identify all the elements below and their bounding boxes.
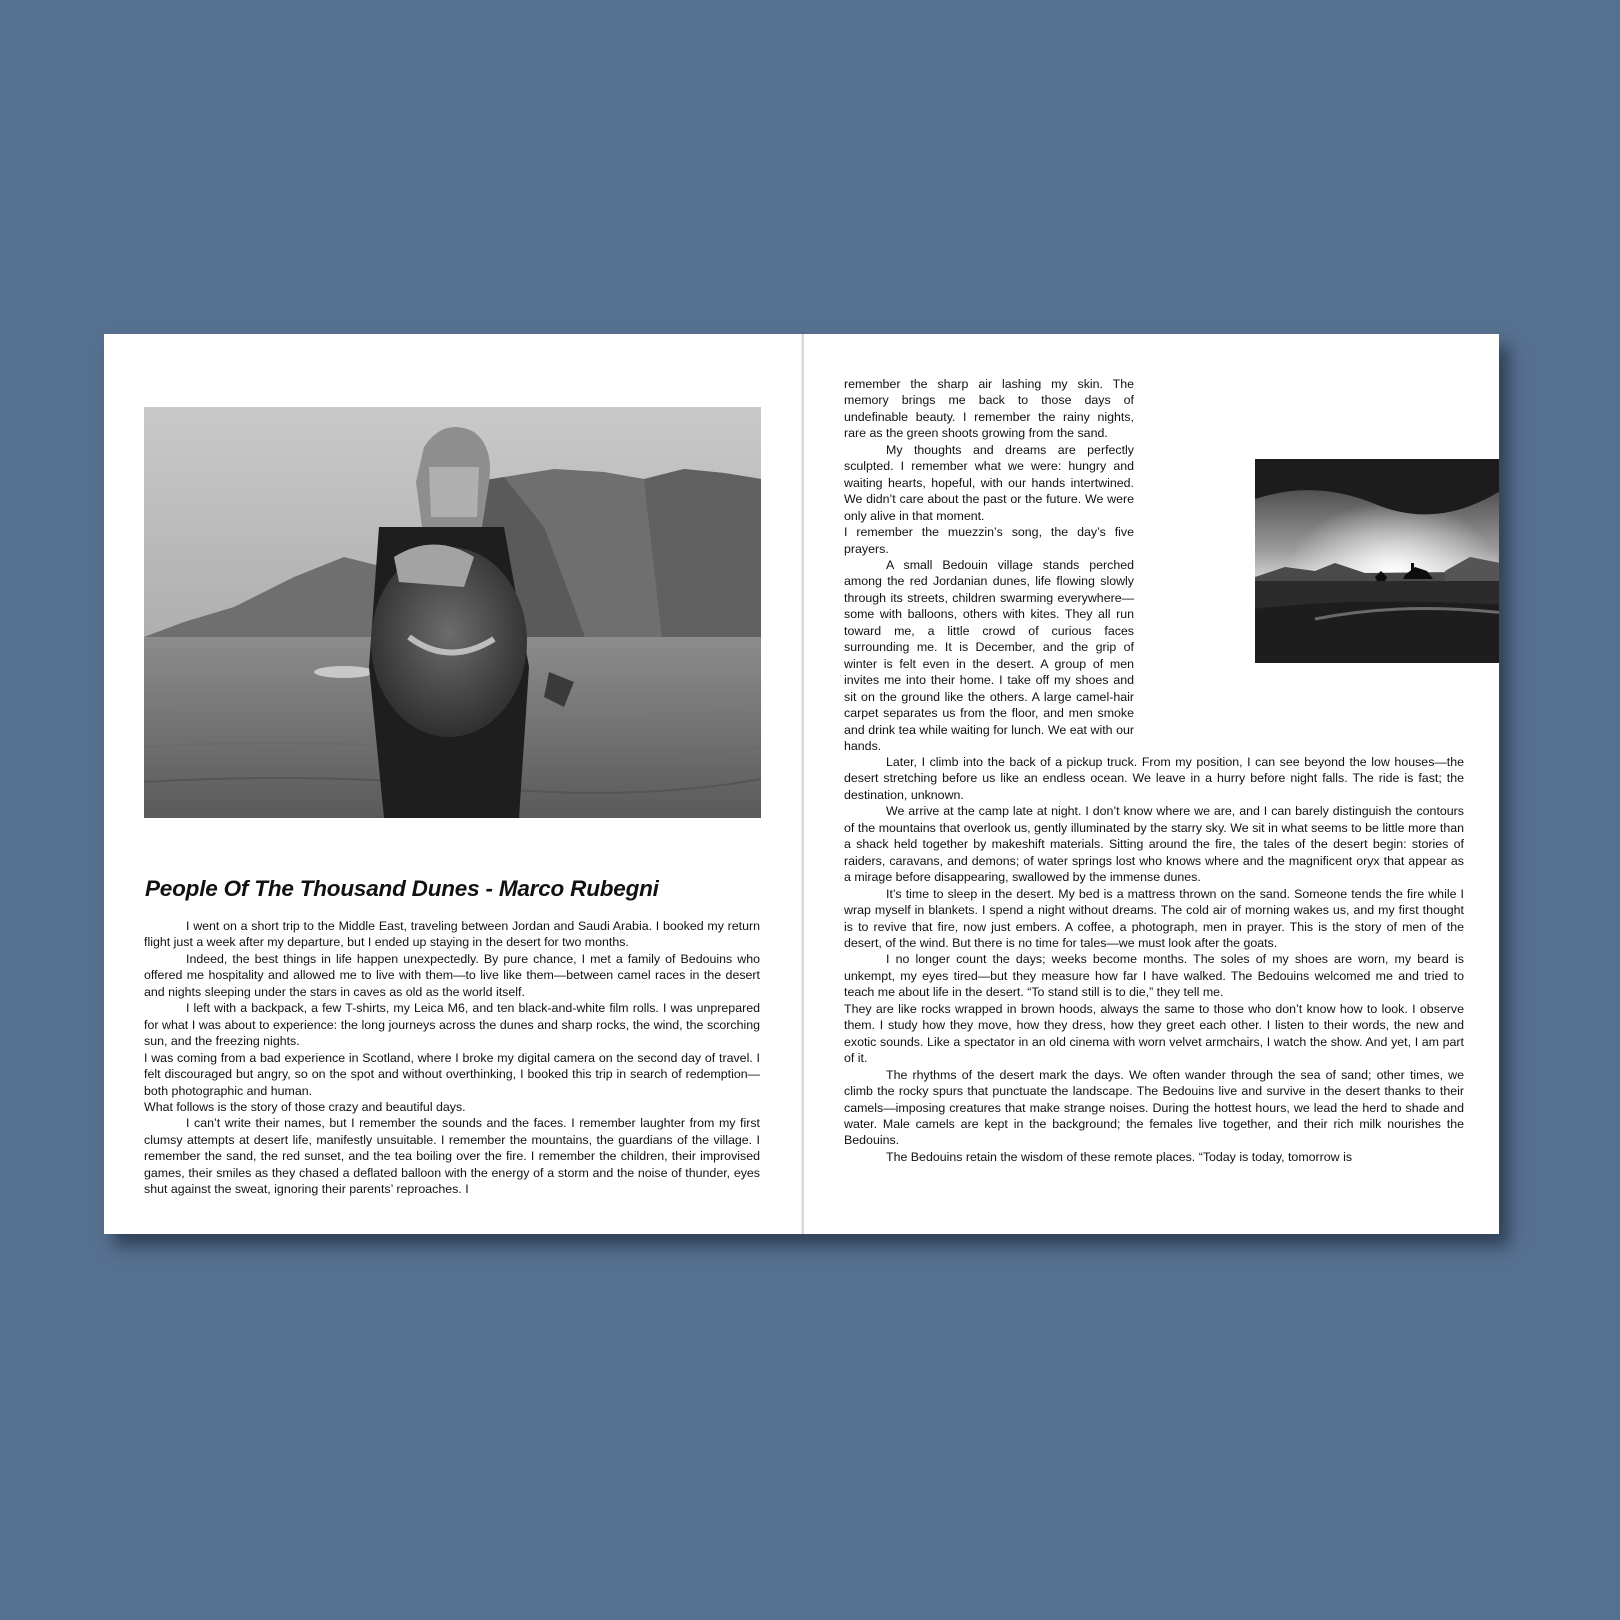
paragraph: The rhythms of the desert mark the days. We often wander through the sea of sand; other times, we climb the rocky spurs that punctuate the landscape. The Bedouins live and survive in the desert thanks to their camels—imposing creatures that make strange noises. During the hottest hours, we lead the herd to shade and water. Male camels are kept in the background; the females live together, and their rich milk nourishes the Bedouins.	[844, 1067, 1464, 1148]
article-title: People Of The Thousand Dunes - Marco Rubegni	[145, 876, 659, 901]
paragraph: The Bedouins retain the wisdom of these remote places. “Today is today, tomorrow is	[886, 1149, 1353, 1164]
paragraph: They are like rocks wrapped in brown hoods, always the same to those who don’t know how to look. I observe them. I study how they move, how they dress, how they greet each other. I listen to their words, the new and exotic sounds. Like a spectator in an old cinema with worn velvet armchairs, I watch the show. And yet, I am part of it.	[844, 1001, 1464, 1066]
photo-desert-sunset-camels	[1255, 459, 1499, 663]
paragraph: My thoughts and dreams are perfectly sculpted. I remember what we were: hungry and waiting hearts, hopeful, with our hands intertwined. We didn’t care about the past or the future. We were only alive in that moment.	[844, 442, 1134, 523]
paragraph: I went on a short trip to the Middle East, traveling between Jordan and Saudi Arabia. I booked my return flight just a week after my departure, but I ended up staying in the desert for two months.	[144, 919, 760, 950]
paragraph: I was coming from a bad experience in Scotland, where I broke my digital camera on the second day of travel. I felt discouraged but angry, so on the spot and without overthinking, I booked this trip in search of redemption—both photographic and human.	[144, 1050, 760, 1098]
paragraph: It’s time to sleep in the desert. My bed is a mattress thrown on the sand. Someone tends the fire while I wrap myself in blankets. I spend a night without dreams. The cold air of morning wakes us, and my first thought is to revive that fire, now just embers. A coffee, a photograph, men in prayer. This is the story of men of the desert, of the wind. But there is no time for tales—we must look after the goats.	[844, 886, 1464, 950]
paragraph: I no longer count the days; weeks become months. The soles of my shoes are worn, my beard is unkempt, my eyes tired—but they measure how far I have walked. The Bedouins welcomed me and tried to teach me about life in the desert. “To stand still is to die,” they tell me.	[844, 952, 1464, 1000]
left-page	[104, 334, 802, 1234]
right-wide-text	[844, 754, 1464, 1184]
photo-bedouin-holding-goat	[144, 407, 761, 818]
magazine-spread	[104, 334, 1499, 1234]
paragraph: I remember the muezzin’s song, the day’s five prayers.	[844, 525, 1134, 556]
paragraph: We arrive at the camp late at night. I don’t know where we are, and I can barely distinguish the contours of the mountains that overlook us, gently illuminated by the starry sky. We sit in what seems to be little more than a shack held together by makeshift materials. Sitting around the fire, the tales of the desert begin: stories of raiders, caravans, and demons; of water springs lost who knows where and the magnificent oryx that appear as a mirage before disappearing, swallowed by the immense dunes.	[844, 804, 1464, 885]
paragraph: Indeed, the best things in life happen unexpectedly. By pure chance, I met a family of Bedouins who offered me hospitality and allowed me to live with them—to live like them—between camel races in the desert and nights sleeping under the stars in caves as old as the world itself.	[144, 951, 760, 999]
left-body-text	[144, 918, 760, 1234]
right-column-text	[844, 376, 1134, 754]
paragraph: What follows is the story of those crazy and beautiful days.	[144, 1099, 466, 1114]
paragraph: remember the sharp air lashing my skin. The memory brings me back to those days of undefinable beauty. I remember the rainy nights, rare as the green shoots growing from the sand.	[844, 377, 1134, 441]
paragraph: I can’t write their names, but I remember the sounds and the faces. I remember laughter from my first clumsy attempts at desert life, manifestly unsuitable. I remember the mountains, the guardians of the village. I remember the sand, the red sunset, and the tea boiling over the fire. I remember the children, their improvised games, their smiles as they chased a deflated balloon with the energy of a storm and the noise of thunder, eyes shut against the sweat, ignoring their parents’ reproaches. I	[144, 1116, 760, 1197]
paragraph: Later, I climb into the back of a pickup truck. From my position, I can see beyond the low houses—the desert stretching before us like an endless ocean. We leave in a hurry before night falls. The ride is fast; the destination, unknown.	[844, 755, 1464, 802]
right-page	[804, 334, 1499, 1234]
paragraph: A small Bedouin village stands perched among the red Jordanian dunes, life flowing slowly through its streets, children swarming everywhere—some with balloons, others with kites. They all run toward me, a little crowd of curious faces surrounding me. It is December, and the grip of winter is felt even in the desert. A group of men invites me into their home. I take off my shoes and sit on the ground like the others. A large camel-hair carpet separates us from the floor, and men smoke and drink tea while waiting for lunch. We eat with our hands.	[844, 557, 1134, 753]
paragraph: I left with a backpack, a few T-shirts, my Leica M6, and ten black-and-white film rolls. I was unprepared for what I was about to experience: the long journeys across the dunes and sharp rocks, the wind, the scorching sun, and the freezing nights.	[144, 1001, 760, 1049]
